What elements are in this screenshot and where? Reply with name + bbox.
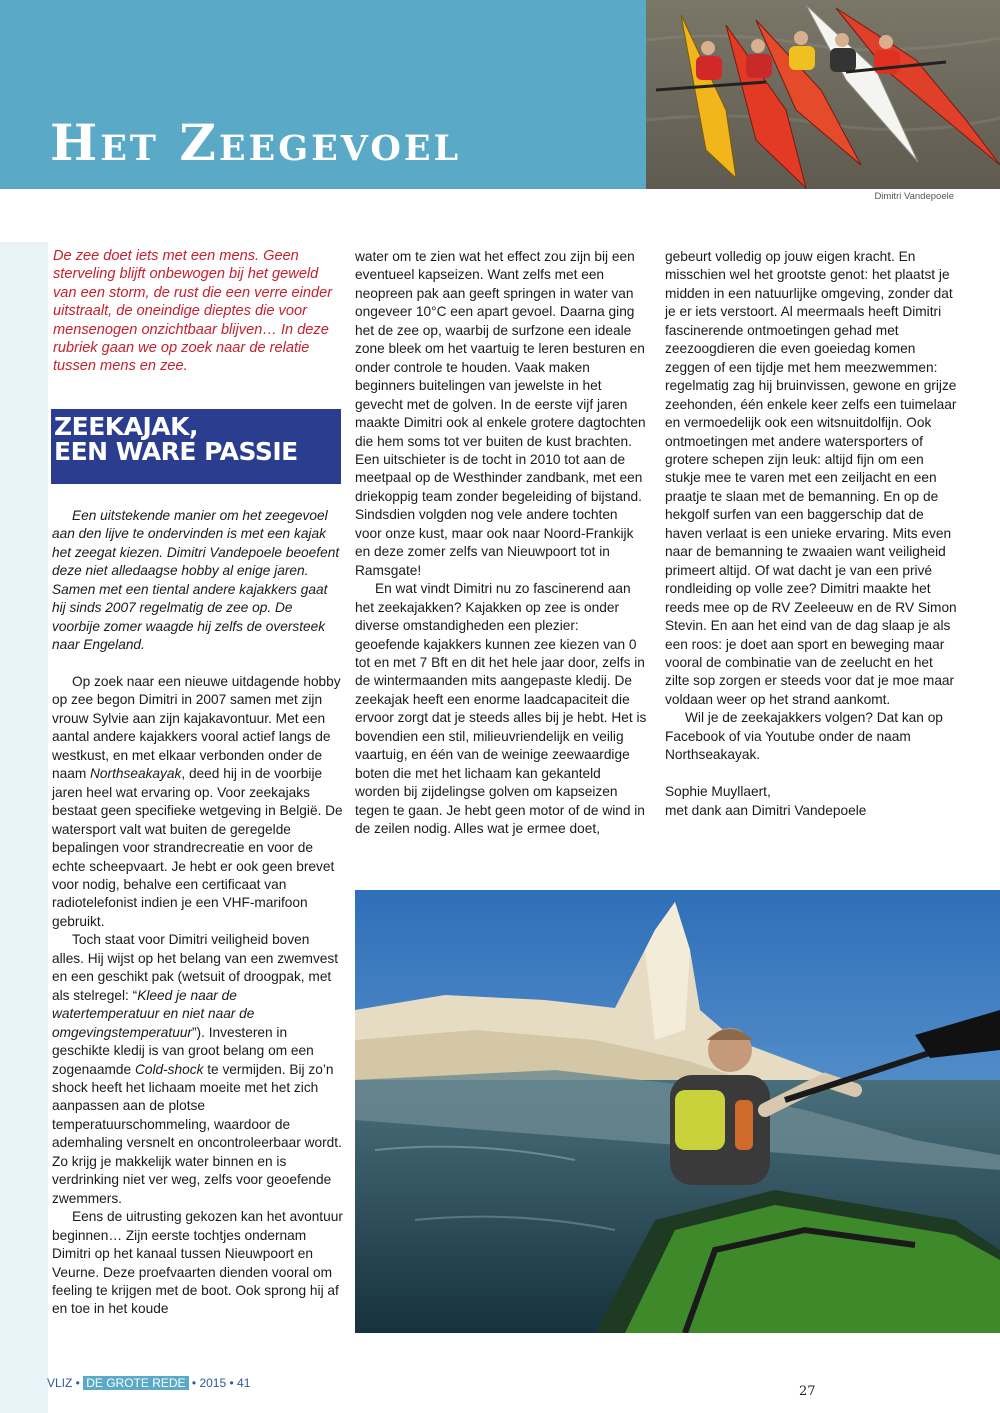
col3-paragraph-1: gebeurt volledig op jouw eigen kracht. En misschien wel het grootste genot: het plaatst je midden in een natuurlijke omgeving, zonder dat je er iets verstoort. Al meermaals heeft Dimitri fascinerende ontmoetingen gehad met zeezoogdieren die even goeiedag komen zeggen of een tijdje met hem meezwemmen: regelmatig zag hij bruinvissen, gewone en grijze zeehonden, één enkele keer zelfs een tuimelaar en vermoedelijk ook een witsnuitdolfijn. Ook ontmoetingen met andere watersporters of grotere schepen zijn leuk: altijd fijn om een stukje mee te varen met een zeiljacht en een praatje te slaan met de bemanning. En op de hekgolf surfen van een baggerschip dat de haven verlaat is een unieke ervaring. Mits even naar de bemanning te zwaaien want veiligheid primeert altijd. Of wat dacht je van een privé rondleiding op volle zee? Dimitri maakte het reeds mee op de RV Zeeleeuw en de RV Simon Stevin. En aan het eind van de dag slaap je als een roos: je doet aan sport en beweging maar vooral de combinatie van de zeelucht en het zilte sop zorgen er steeds voor dat je moe maar voldaan weer op het strand aankomt. — [665, 249, 957, 707]
footer-magazine-name: DE GROTE REDE — [83, 1376, 188, 1390]
col2-paragraph-2: En wat vindt Dimitri nu zo fascinerend aan het zeekajakken? Kajakken op zee is onder diverse omstandigheden een plezier: geoefende kajakkers kunnen zee kiezen van 0 tot en met 7 Bft en dit het hele jaar door, zelfs in de wintermaanden mits aangepaste kledij. De zeekajak heeft een enorme laadcapaciteit die ervoor zorgt dat je steeds alles bij je hebt. Het is bovendien een stil, milieuvriendelijk en veilig vaartuig, en één van de weinige zeewaardige boten die met het lichaam kan gekanteld worden bij zijdelingse golven om kapseizen tegen te gaan. Je hebt geen motor of de wind in de zeilen nodig. Alles wat je ermee doet, — [355, 581, 647, 837]
col1-p1-text-b: , deed hij in de voorbije jaren heel wat ervaring op. Voor zeekajaks bestaat geen specifieke wetgeving in België. De watersport valt wat buiten de geregelde bepalingen voor strandrecreatie en voor de echte scheepvaart. Je hebt er ook geen brevet voor nodig, behalve een certificaat van radiotelefonist indien je een VHF-marifoon gebruikt. — [52, 766, 343, 929]
col1-p1-text-a: Op zoek naar een nieuwe uitdagende hobby op zee begon Dimitri in 2007 samen met zijn vrouw Sylvie aan zijn kajakavontuur. Met een aantal andere kajakkers vooral actief langs de westkust, en met elkaar verbonden onder de naam — [52, 674, 341, 782]
header-band — [0, 0, 646, 189]
footer-separator-1: • — [72, 1376, 84, 1390]
kayak-cliffs-photo — [355, 890, 1000, 1333]
intro-text: De zee doet iets met een mens. Geen sterveling blijft onbewogen bij het geweld van een storm, de rust die een verre einder uitstraalt, de oneindige dieptes die voor mensenogen onzichtbaar blijven… In deze rubriek gaan we op zoek naar de relatie tussen mens en zee. — [53, 248, 333, 375]
footer-year: 2015 — [199, 1376, 227, 1390]
col2-paragraph-1: water om te zien wat het effect zou zijn bij een eventueel kapseizen. Want zelfs met een neopreen pak aan geeft springen in water van ongeveer 10°C een apart gevoel. Daarna ging het de zee op, waarbij de surfzone een ideale zone bleek om het vaartuig te leren besturen en onder controle te houden. Vaak maken beginners buitelingen van jewelste in het gevecht met de golven. In de eerste vijf jaren maakte Dimitri ook al enkele grotere dagtochten die hem soms tot ver buiten de kust brachten. Een uitschieter is de tocht in 2010 tot aan de meetpaal op de Westhinder zandbank, met een driekoppig team zonder begeleiding of bijstand. Sindsdien volgden nog vele andere tochten voor onze kust, maar ook naar Noord-Frankijk en deze zomer zelfs van Nieuwpoort tot in Ramsgate! — [355, 249, 646, 578]
col1-paragraph-2 — [52, 931, 344, 1208]
section-heading-line1: ZEEKAJAK, — [54, 412, 199, 441]
lead-text: Een uitstekende manier om het zeegevoel aan den lijve te ondervinden is met een kajak het zeegat kiezen. Dimitri Vandepoele beoefent deze niet alledaagse hobby al enige jaren. Samen met een tiental andere kajakkers gaat hij sinds 2007 regelmatig de zee op. De voorbije zomer waagde hij zelfs de oversteek naar Engeland. — [52, 508, 340, 653]
col1-p2-emphasis-2: Cold-shock — [134, 1061, 204, 1077]
col3-paragraph-2: Wil je de zeekajakkers volgen? Dat kan op Facebook of via Youtube onder de naam Northseakayak. — [665, 710, 943, 763]
col3-signature-2: met dank aan Dimitri Vandepoele — [665, 802, 867, 818]
col3-signature-1: Sophie Muyllaert, — [665, 784, 771, 800]
col1-p2-text-a: Toch staat voor Dimitri veiligheid boven alles. Hij wijst op het belang van een zwemvest en een geschikt pak (wetsuit of droogpak, met als stelregel: “ — [52, 932, 339, 1003]
col1-p1-emphasis: Northseakayak — [90, 766, 182, 782]
kayakers-illustration — [646, 0, 1000, 189]
section-heading-box — [51, 409, 341, 484]
col1-paragraph-1 — [52, 673, 344, 931]
col1-paragraph-3: Eens de uitrusting gekozen kan het avontuur beginnen… Zijn eerste tochtjes ondernam Dimitri op het kanaal tussen Nieuwpoort en Veurne. Deze proefvaarten dienden vooral om feeling te krijgen met de boot. Ook sprong hij af en toe in het koude — [52, 1209, 343, 1317]
kayak-cliffs-illustration — [355, 890, 1000, 1333]
col1-p2-emphasis-1: Kleed je naar de watertemperatuur en niet naar de omgevingstemperatuur — [52, 987, 255, 1040]
col1-p2-text-c: te vermijden. Bij zo’n shock heeft het lichaam moeite met het zich aanpassen aan de plotse temperatuurschommeling, waardoor de ademhaling versnelt en oncontroleerbaar wordt. Zo krijg je makkelijk water binnen en is verdrinking niet ver weg, zelfs voor geoefende zwemmers. — [52, 1061, 342, 1206]
footer — [47, 1376, 250, 1390]
column-1 — [52, 673, 344, 1319]
footer-separator-3: • — [226, 1376, 238, 1390]
footer-publisher: VLIZ — [47, 1376, 73, 1390]
section-heading-line2: EEN WARE PASSIE — [54, 437, 298, 466]
column-3 — [665, 248, 957, 820]
page-title: Het Zeegevoel — [50, 113, 462, 172]
footer-issue: 41 — [237, 1376, 251, 1390]
lead-paragraph — [52, 507, 344, 655]
footer-separator-2: • — [188, 1376, 200, 1390]
photo-credit: Dimitri Vandepoele — [874, 191, 954, 202]
page-number: 27 — [799, 1384, 816, 1399]
margin-strip — [0, 242, 48, 1413]
kayakers-photo — [646, 0, 1000, 189]
col1-p2-text-b: ”). Investeren in geschikte kledij is van groot belang om een zogenaamde — [52, 1024, 314, 1077]
column-2 — [355, 248, 647, 839]
